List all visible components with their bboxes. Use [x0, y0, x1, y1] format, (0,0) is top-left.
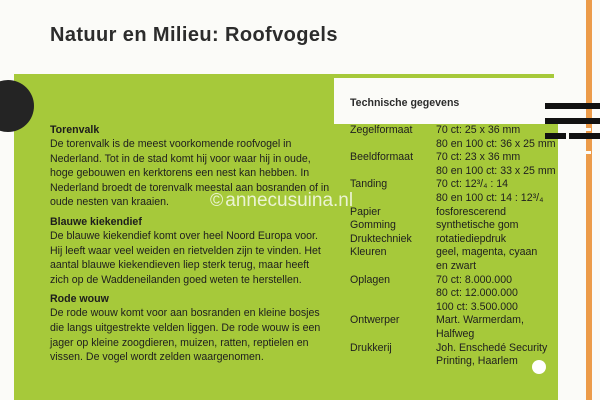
tech-key: Zegelformaat	[350, 124, 413, 136]
table-row	[350, 233, 556, 247]
tech-title: Technische gegevens	[350, 97, 460, 109]
tech-value: 80 ct: 12.000.000	[436, 287, 518, 300]
tech-value: 80 en 100 ct: 14 : 12³/₄	[436, 191, 544, 204]
tech-key	[350, 138, 436, 152]
tech-value: 100 ct: 3.500.000	[436, 300, 518, 313]
copyright-icon: ©	[210, 190, 224, 210]
page-title: Natuur en Milieu: Roofvogels	[50, 24, 338, 46]
table-row	[350, 246, 556, 260]
table-row	[350, 328, 556, 342]
tech-key: Druktechniek	[350, 232, 412, 245]
section-heading: Rode wouw	[50, 293, 109, 306]
table-row	[350, 342, 556, 356]
section-rode-wouw	[50, 293, 330, 364]
tech-value: fosforescerend	[436, 205, 507, 218]
tech-value: Mart. Warmerdam,	[436, 314, 524, 327]
watermark	[210, 190, 353, 212]
table-row	[350, 151, 556, 165]
tech-key	[350, 192, 436, 206]
table-row	[350, 165, 556, 179]
tech-value: 70 ct: 12³/₄ : 14	[436, 178, 509, 191]
tech-key: Tanding	[350, 178, 388, 191]
tech-value: 70 ct: 23 x 36 mm	[436, 151, 521, 164]
table-row	[350, 219, 556, 233]
tech-key	[350, 355, 436, 369]
table-row	[350, 301, 556, 315]
section-text: De torenvalk is de meest voorkomende roofvogel in Nederland. Tot in de stad komt hij voor waar hij in oude, hoge gebouwen en kerktorens een nest kan hebben. In Nederland broedt de torenvalk meestal aan bosranden of in oude nesten van kraaien.	[50, 138, 330, 209]
section-text: De blauwe kiekendief komt over heel Noord Europa voor. Hij leeft waar veel weiden en rietvelden zijn te vinden. Het aantal blauwe kiekendieven liep sterk terug, maar heeft zich op de Waddeneilanden goed weten te herstellen.	[50, 229, 321, 286]
section-heading: Torenvalk	[50, 124, 100, 136]
tech-key	[350, 328, 436, 342]
tech-value: synthetische gom	[436, 219, 519, 232]
tech-key: Ontwerper	[350, 314, 400, 327]
tech-value: geel, magenta, cyaan	[436, 246, 538, 259]
tech-value: 80 en 100 ct: 36 x 25 mm	[436, 137, 556, 150]
table-row	[350, 355, 556, 369]
section-text: De rode wouw komt voor aan bosranden en kleine bosjes die langs uitgestrekte velden liggen. De rode wouw is een jager op kleine zoogdieren, muizen, ratten, reptielen en vissen. De vogel wordt zelden waargenomen.	[50, 307, 321, 364]
tech-key	[350, 301, 436, 315]
table-row	[350, 260, 556, 274]
tech-value: Printing, Haarlem	[436, 355, 518, 368]
tech-key	[350, 287, 436, 301]
section-heading: Blauwe kiekendief	[50, 215, 142, 228]
tech-key: Kleuren	[350, 246, 387, 259]
tech-key	[350, 165, 436, 179]
table-row	[350, 274, 556, 288]
stripe	[545, 103, 600, 109]
tech-value: en zwart	[436, 259, 477, 272]
section-blauwe-kiekendief	[50, 216, 330, 287]
tech-key	[350, 260, 436, 274]
bird-descriptions	[50, 124, 330, 371]
tech-key: Beeldformaat	[350, 151, 414, 164]
orange-edge-strip	[586, 0, 592, 400]
tech-value: 70 ct: 25 x 36 mm	[436, 124, 521, 136]
table-row	[350, 206, 556, 220]
tech-value: 80 en 100 ct: 33 x 25 mm	[436, 164, 556, 177]
tech-key: Papier	[350, 205, 381, 218]
table-row	[350, 287, 556, 301]
tech-value: Halfweg	[436, 327, 475, 340]
table-row	[350, 192, 556, 206]
tech-value: 70 ct: 8.000.000	[436, 273, 512, 286]
table-row	[350, 138, 556, 152]
tech-value: rotatiediepdruk	[436, 232, 507, 245]
table-row	[350, 124, 556, 138]
table-row	[350, 314, 556, 328]
tech-key: Gomming	[350, 219, 396, 232]
table-row	[350, 178, 556, 192]
tech-key: Drukkerij	[350, 341, 392, 354]
watermark-text: annecusuina.nl	[225, 190, 354, 211]
bracket-decoration	[566, 128, 591, 154]
tech-key: Oplagen	[350, 273, 391, 286]
tech-value: Joh. Enschedé Security	[436, 341, 548, 354]
tech-table	[350, 124, 556, 369]
